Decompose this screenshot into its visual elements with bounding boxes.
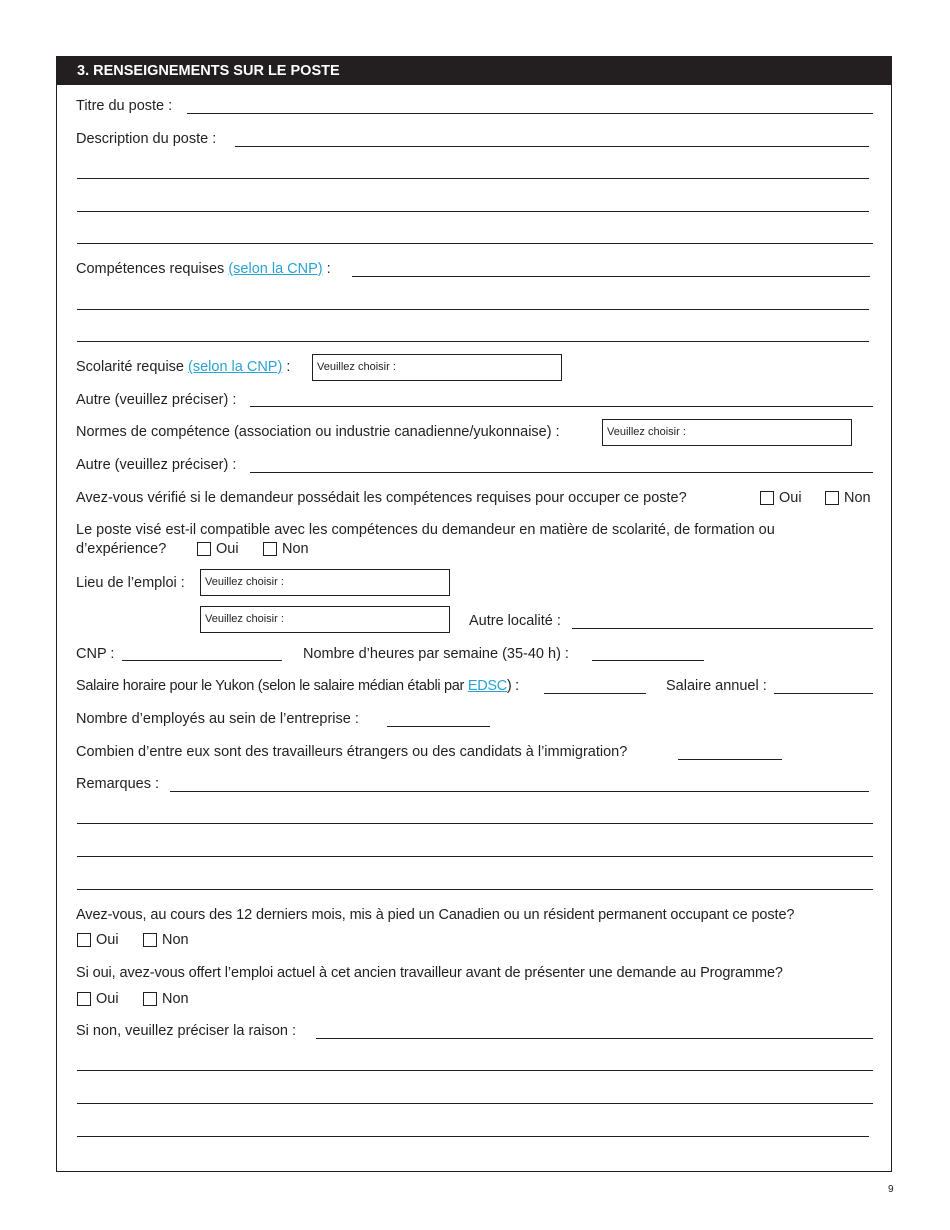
compatible-yes-checkbox[interactable] — [197, 542, 211, 556]
section-header: 3. RENSEIGNEMENTS SUR LE POSTE — [57, 57, 891, 85]
job-description-line[interactable] — [77, 211, 869, 212]
offered-yes-label: Oui — [96, 991, 119, 1007]
reason-line[interactable] — [77, 1103, 873, 1104]
remarks-label: Remarques : — [76, 776, 160, 792]
layoff-question: Avez-vous, au cours des 12 derniers mois, mis à pied un Canadien ou un résident permanent occupant ce poste? — [76, 907, 795, 923]
other-education-input[interactable] — [250, 406, 873, 407]
skills-input[interactable] — [352, 276, 870, 277]
verified-yes-checkbox[interactable] — [760, 491, 774, 505]
compatible-no-checkbox[interactable] — [263, 542, 277, 556]
employees-label: Nombre d’employés au sein de l’entreprise : — [76, 711, 359, 727]
verified-no-label: Non — [844, 490, 871, 506]
other-standards-label: Autre (veuillez préciser) : — [76, 457, 237, 473]
cnp-input[interactable] — [122, 660, 282, 661]
verified-yes-label: Oui — [779, 490, 802, 506]
compatible-no-label: Non — [282, 541, 309, 557]
foreign-workers-label: Combien d’entre eux sont des travailleurs étrangers ou des candidats à l’immigration? — [76, 744, 628, 760]
layoff-yes-label: Oui — [96, 932, 119, 948]
skills-line[interactable] — [77, 341, 869, 342]
education-select[interactable]: Veuillez choisir : — [312, 354, 562, 381]
other-standards-input[interactable] — [250, 472, 873, 473]
hours-label: Nombre d’heures par semaine (35-40 h) : — [303, 646, 569, 662]
offered-question: Si oui, avez-vous offert l’emploi actuel à cet ancien travailleur avant de présenter une demande au Programme? — [76, 965, 783, 981]
offered-no-label: Non — [162, 991, 189, 1007]
remarks-line[interactable] — [77, 823, 873, 824]
job-title-input[interactable] — [187, 113, 873, 114]
remarks-input[interactable] — [170, 791, 869, 792]
location-select-secondary[interactable]: Veuillez choisir : — [200, 606, 450, 633]
employees-input[interactable] — [387, 726, 490, 727]
offered-yes-checkbox[interactable] — [77, 992, 91, 1006]
other-education-label: Autre (veuillez préciser) : — [76, 392, 237, 408]
verified-question: Avez-vous vérifié si le demandeur possédait les compétences requises pour occuper ce poste? — [76, 490, 687, 506]
reason-line[interactable] — [77, 1136, 869, 1137]
reason-input[interactable] — [316, 1038, 873, 1039]
hours-input[interactable] — [592, 660, 704, 661]
standards-label: Normes de compétence (association ou industrie canadienne/yukonnaise) : — [76, 424, 560, 440]
page-number: 9 — [888, 1184, 894, 1195]
skills-line[interactable] — [77, 309, 869, 310]
reason-line[interactable] — [77, 1070, 873, 1071]
wage-label: Salaire horaire pour le Yukon (selon le salaire médian établi par EDSC) : — [76, 678, 519, 694]
location-select[interactable]: Veuillez choisir : — [200, 569, 450, 596]
hourly-wage-input[interactable] — [544, 693, 646, 694]
job-description-input[interactable] — [235, 146, 869, 147]
education-cnp-link[interactable]: (selon la CNP) — [188, 359, 283, 375]
remarks-line[interactable] — [77, 856, 873, 857]
job-title-label: Titre du poste : — [76, 98, 173, 114]
reason-label: Si non, veuillez préciser la raison : — [76, 1023, 297, 1039]
standards-select[interactable]: Veuillez choisir : — [602, 419, 852, 446]
job-description-line[interactable] — [77, 243, 873, 244]
other-locality-input[interactable] — [572, 628, 873, 629]
offered-no-checkbox[interactable] — [143, 992, 157, 1006]
foreign-workers-input[interactable] — [678, 759, 782, 760]
location-label: Lieu de l’emploi : — [76, 575, 185, 591]
layoff-no-label: Non — [162, 932, 189, 948]
other-locality-label: Autre localité : — [469, 613, 561, 629]
job-description-label: Description du poste : — [76, 131, 217, 147]
job-description-line[interactable] — [77, 178, 869, 179]
cnp-label: CNP : — [76, 646, 115, 662]
compatible-question-cont: d’expérience? — [76, 541, 167, 557]
compatible-question: Le poste visé est-il compatible avec les compétences du demandeur en matière de scolarité, de formation ou — [76, 522, 775, 538]
skills-cnp-link[interactable]: (selon la CNP) — [228, 261, 323, 277]
verified-no-checkbox[interactable] — [825, 491, 839, 505]
layoff-yes-checkbox[interactable] — [77, 933, 91, 947]
compatible-yes-label: Oui — [216, 541, 239, 557]
remarks-line[interactable] — [77, 889, 873, 890]
skills-label: Compétences requises (selon la CNP) : — [76, 261, 331, 277]
annual-salary-input[interactable] — [774, 693, 873, 694]
layoff-no-checkbox[interactable] — [143, 933, 157, 947]
education-label: Scolarité requise (selon la CNP) : — [76, 359, 291, 375]
annual-salary-label: Salaire annuel : — [666, 678, 767, 694]
edsc-link[interactable]: EDSC — [467, 678, 507, 694]
